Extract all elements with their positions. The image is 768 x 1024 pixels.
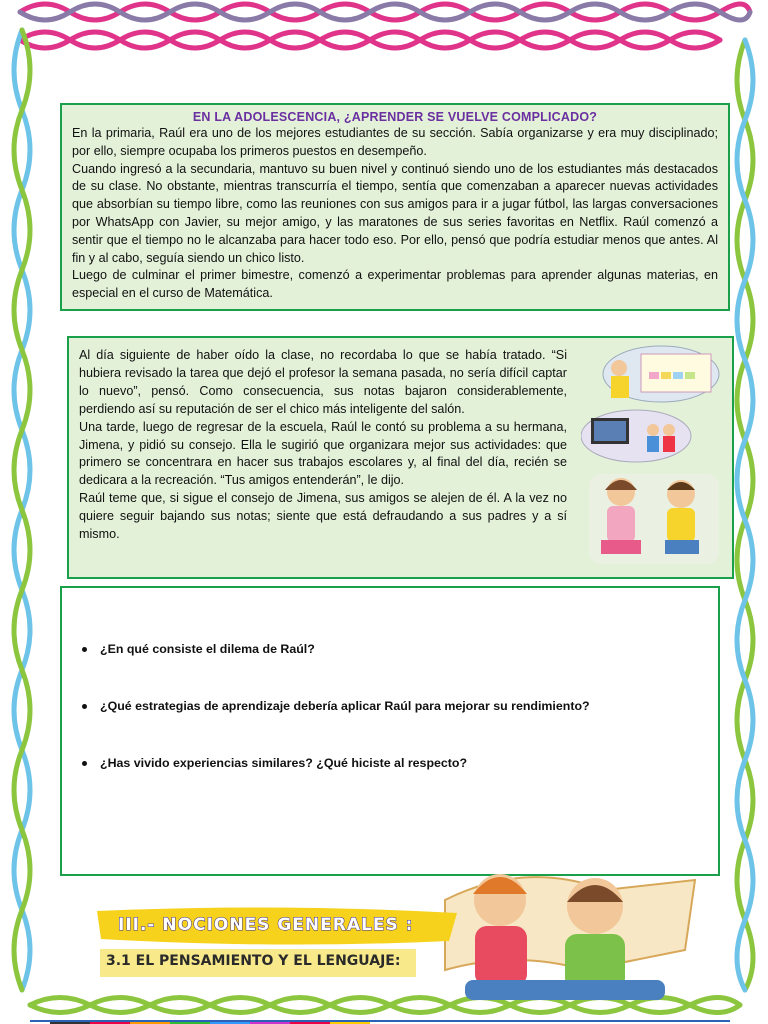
question-item: [82, 756, 712, 770]
footer-color-strip: [30, 1020, 730, 1024]
continuation-paragraph-1: Al día siguiente de haber oído la clase, no recordaba lo que se había tratado. “Si hubiera revisado la tarea que dejó el profesor la semana pasada, no sería difícil captar lo nuevo”, pensó. Como consecuencia, sus notas bajaron considerablemente, perdiendo así su reputación de ser el chico más inteligente del salón.: [79, 348, 567, 416]
question-item: [82, 642, 712, 656]
reading-paragraph-1: En la primaria, Raúl era uno de los mejores estudiantes de su sección. Sabía organizarse y era muy disciplinado; por ello, siempre ocupaba los primeros puestos en desempeño.: [72, 126, 718, 158]
section-subheading: 3.1 EL PENSAMIENTO Y EL LENGUAJE:: [106, 953, 401, 969]
continuation-paragraph-3: Raúl teme que, si sigue el consejo de Jimena, sus amigos se alejen de él. A la vez no quiere seguir bajando sus notas; siente que está defraudando a sus padres y a sí mismo.: [79, 491, 567, 542]
question-item: [82, 699, 712, 713]
question-text: ¿Has vivido experiencias similares? ¿Qué hiciste al respecto?: [100, 756, 468, 770]
story-illustration: [581, 344, 721, 570]
reading-title: EN LA ADOLESCENCIA, ¿APRENDER SE VUELVE COMPLICADO?: [192, 110, 598, 124]
reading-paragraph-3: Luego de culminar el primer bimestre, comenzó a experimentar problemas para aprender algunas materias, en especial en el curso de Matemática.: [72, 268, 718, 301]
question-text: ¿Qué estrategias de aprendizaje debería aplicar Raúl para mejorar su rendimiento?: [100, 699, 590, 713]
reading-box: [60, 103, 730, 311]
question-text: ¿En qué consiste el dilema de Raúl?: [100, 642, 315, 656]
bullet-icon: [82, 647, 87, 652]
reading-paragraph-2: Cuando ingresó a la secundaria, mantuvo su buen nivel y continuó siendo uno de los estudiantes más destacados de su clase. No obstante, mientras transcurría el tiempo, sentía que comenzaban a aparecer nuevas actividades que absorbían su tiempo libre, como las reuniones con sus amigos para ir a jugar fútbol, las largas conversaciones por WhatsApp con Javier, su mejor amigo, y las maratones de sus series favoritas en Netflix. Raúl comenzó a sentir que el tiempo no le alcanzaba para hacer todo eso. Por ello, pensó que podría estudiar menos que antes. Al fin y al cabo, seguía siendo un chico listo.: [72, 161, 718, 265]
continuation-box: [67, 336, 734, 579]
bullet-icon: [82, 704, 87, 709]
questions-box: [60, 586, 720, 876]
bullet-icon: [82, 761, 87, 766]
continuation-paragraph-2: Una tarde, luego de regresar de la escuela, Raúl le contó su problema a su hermana, Jimena, y pidió su consejo. Ella le sugirió que organizara mejor sus actividades: que primero se concentrara en hacer sus trabajos escolares y, al final del día, recién se dedicara a la recreación. “Tus amigos entenderán”, le dijo.: [79, 419, 567, 488]
section-heading: III.- NOCIONES GENERALES :: [118, 915, 414, 935]
